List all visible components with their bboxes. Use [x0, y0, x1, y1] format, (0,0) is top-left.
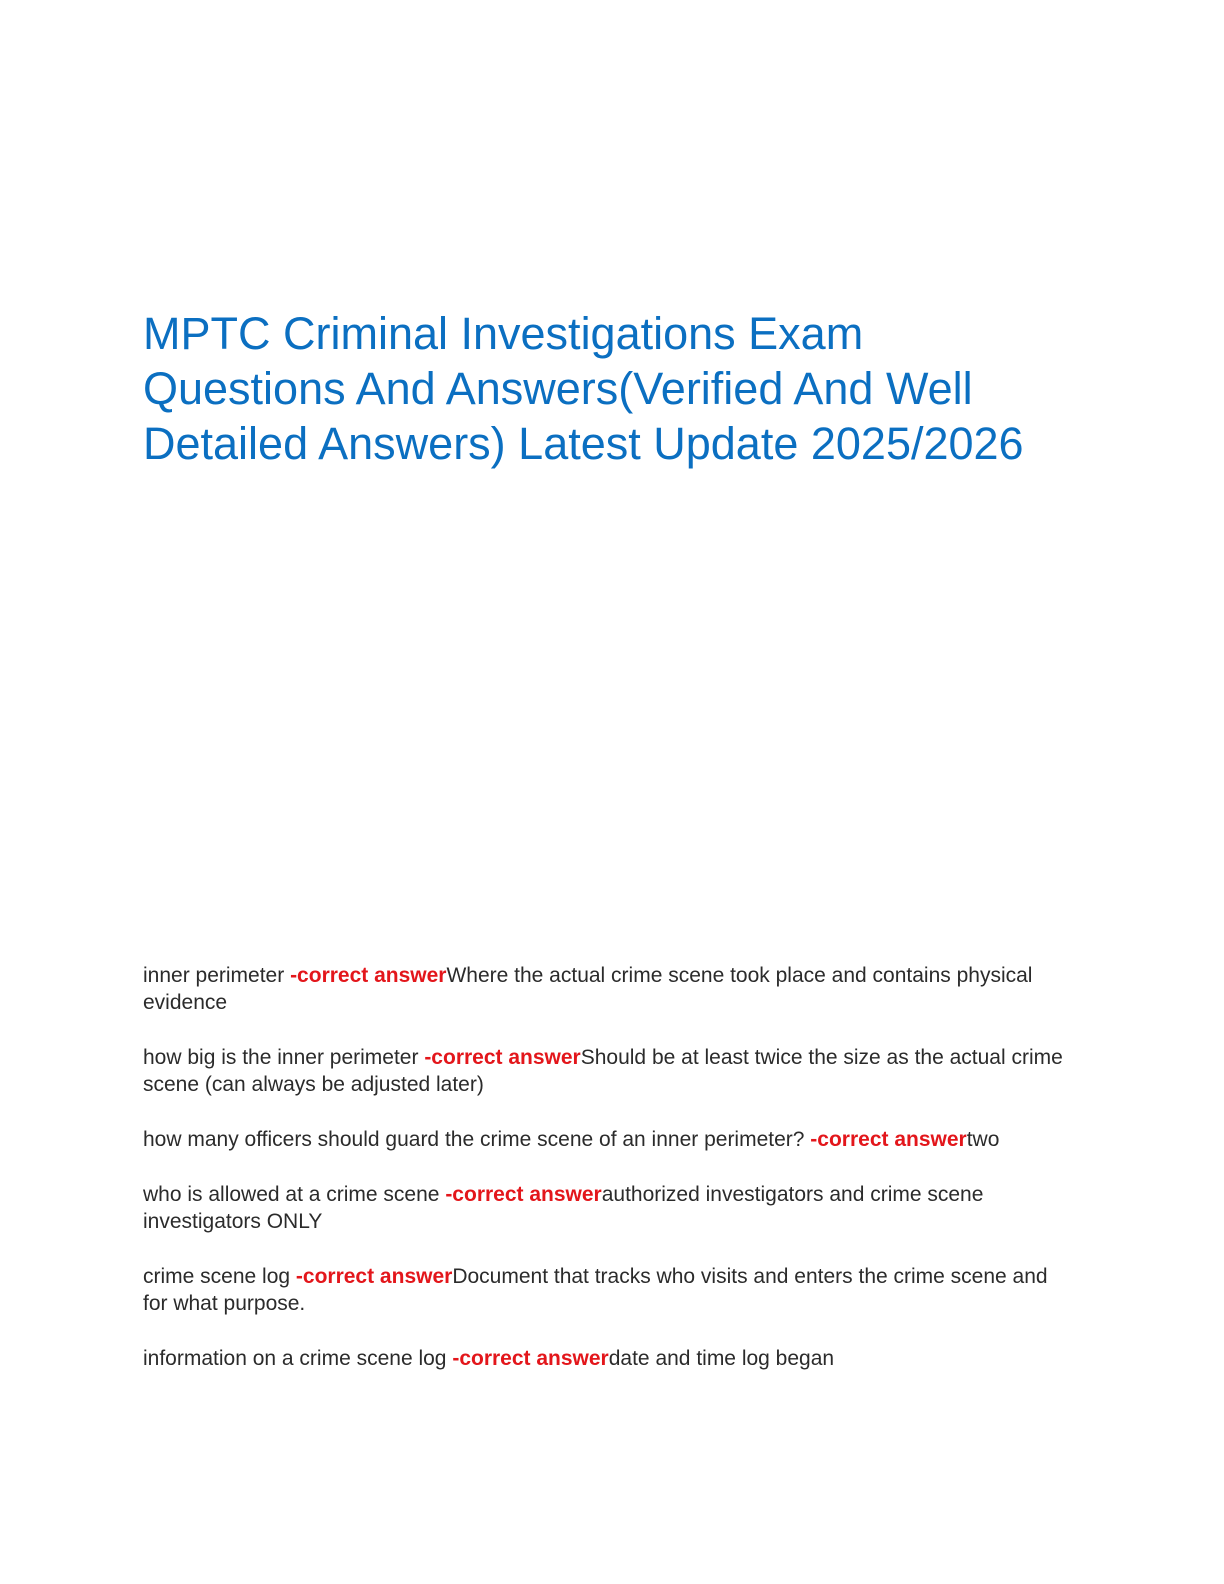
qa-item — [143, 1263, 1073, 1317]
question-text: who is allowed at a crime scene — [143, 1183, 446, 1206]
answer-marker: -correct answer — [295, 1265, 453, 1288]
question-text: inner perimeter — [143, 964, 291, 987]
question-text: information on a crime scene log — [143, 1347, 453, 1370]
answer-marker: -correct answer — [810, 1128, 967, 1151]
answer-text: Document that tracks who visits and enters the crime scene and for what purpose. — [143, 1265, 1048, 1315]
answer-marker: -correct answer — [452, 1347, 609, 1370]
qa-item — [143, 1345, 1073, 1372]
document-title: MPTC Criminal Investigations Exam Questions And Answers(Verified And Well Detailed Answers) Latest Update 2025/2026 — [143, 308, 1024, 469]
qa-item — [143, 962, 1073, 1016]
qa-item — [143, 1181, 1073, 1235]
answer-text: two — [966, 1128, 1000, 1151]
question-text: how many officers should guard the crime scene of an inner perimeter? — [143, 1128, 811, 1151]
qa-item — [143, 1126, 1073, 1153]
question-text: crime scene log — [143, 1265, 296, 1288]
answer-text: date and time log began — [608, 1347, 835, 1370]
qa-item — [143, 1044, 1073, 1098]
answer-marker: -correct answer — [424, 1046, 581, 1069]
answer-marker: -correct answer — [445, 1183, 602, 1206]
question-text: how big is the inner perimeter — [143, 1046, 425, 1069]
answer-text: authorized investigators and crime scene investigators ONLY — [143, 1183, 984, 1233]
answer-marker: -correct answer — [290, 964, 447, 987]
qa-list — [143, 962, 1073, 1400]
answer-text: Should be at least twice the size as the actual crime scene (can always be adjusted later) — [143, 1046, 1063, 1096]
answer-text: Where the actual crime scene took place and contains physical evidence — [143, 964, 1033, 1014]
